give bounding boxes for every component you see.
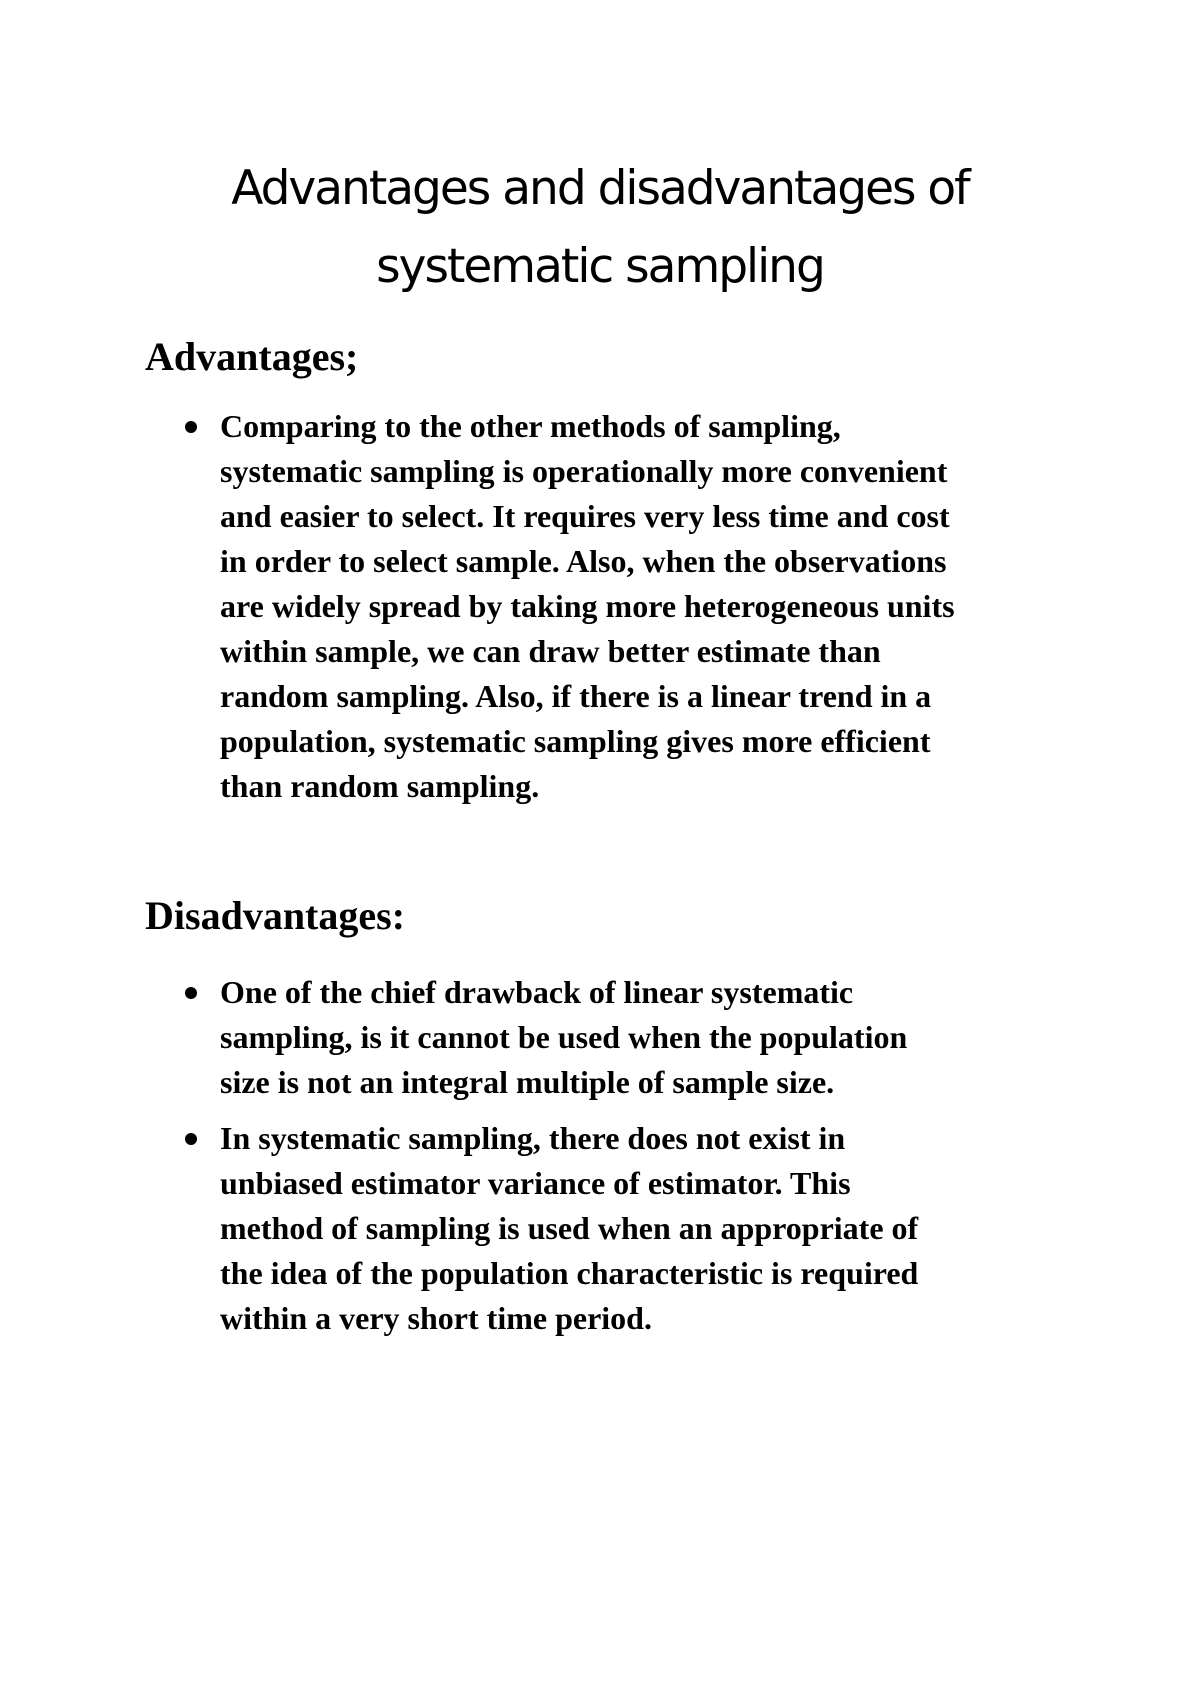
advantages-heading: Advantages; — [145, 334, 359, 379]
disadvantages-heading: Disadvantages: — [145, 893, 406, 938]
title-line: Advantages and disadvantages of — [231, 161, 969, 216]
advantages-list — [185, 404, 1085, 809]
text-line: In systematic sampling, there does not exist in — [220, 1120, 846, 1156]
list-item — [185, 1116, 1085, 1341]
text-line: Comparing to the other methods of sampling, — [220, 408, 841, 444]
list-item — [185, 970, 1085, 1105]
text-line: are widely spread by taking more heterogeneous units — [220, 588, 955, 624]
text-line: sampling, is it cannot be used when the population — [220, 1019, 908, 1055]
list-item — [185, 404, 1085, 809]
text-line: population, systematic sampling gives more efficient — [220, 723, 931, 759]
title-line: systematic sampling — [376, 239, 824, 294]
text-line: One of the chief drawback of linear systematic — [220, 974, 854, 1010]
page-title — [0, 150, 1200, 306]
bullet-icon — [185, 987, 197, 999]
text-line: within sample, we can draw better estimate than — [220, 633, 881, 669]
text-line: unbiased estimator variance of estimator. This — [220, 1165, 851, 1201]
text-line: than random sampling. — [220, 768, 540, 804]
text-line: random sampling. Also, if there is a linear trend in a — [220, 678, 932, 714]
text-line: in order to select sample. Also, when the observations — [220, 543, 947, 579]
text-line: and easier to select. It requires very less time and cost — [220, 498, 950, 534]
bullet-icon — [185, 421, 197, 433]
text-line: size is not an integral multiple of sample size. — [220, 1064, 835, 1100]
bullet-icon — [185, 1133, 197, 1145]
text-line: within a very short time period. — [220, 1300, 652, 1336]
text-line: the idea of the population characteristic is required — [220, 1255, 919, 1291]
text-line: method of sampling is used when an appropriate of — [220, 1210, 919, 1246]
disadvantages-list — [185, 970, 1085, 1341]
text-line: systematic sampling is operationally more convenient — [220, 453, 948, 489]
